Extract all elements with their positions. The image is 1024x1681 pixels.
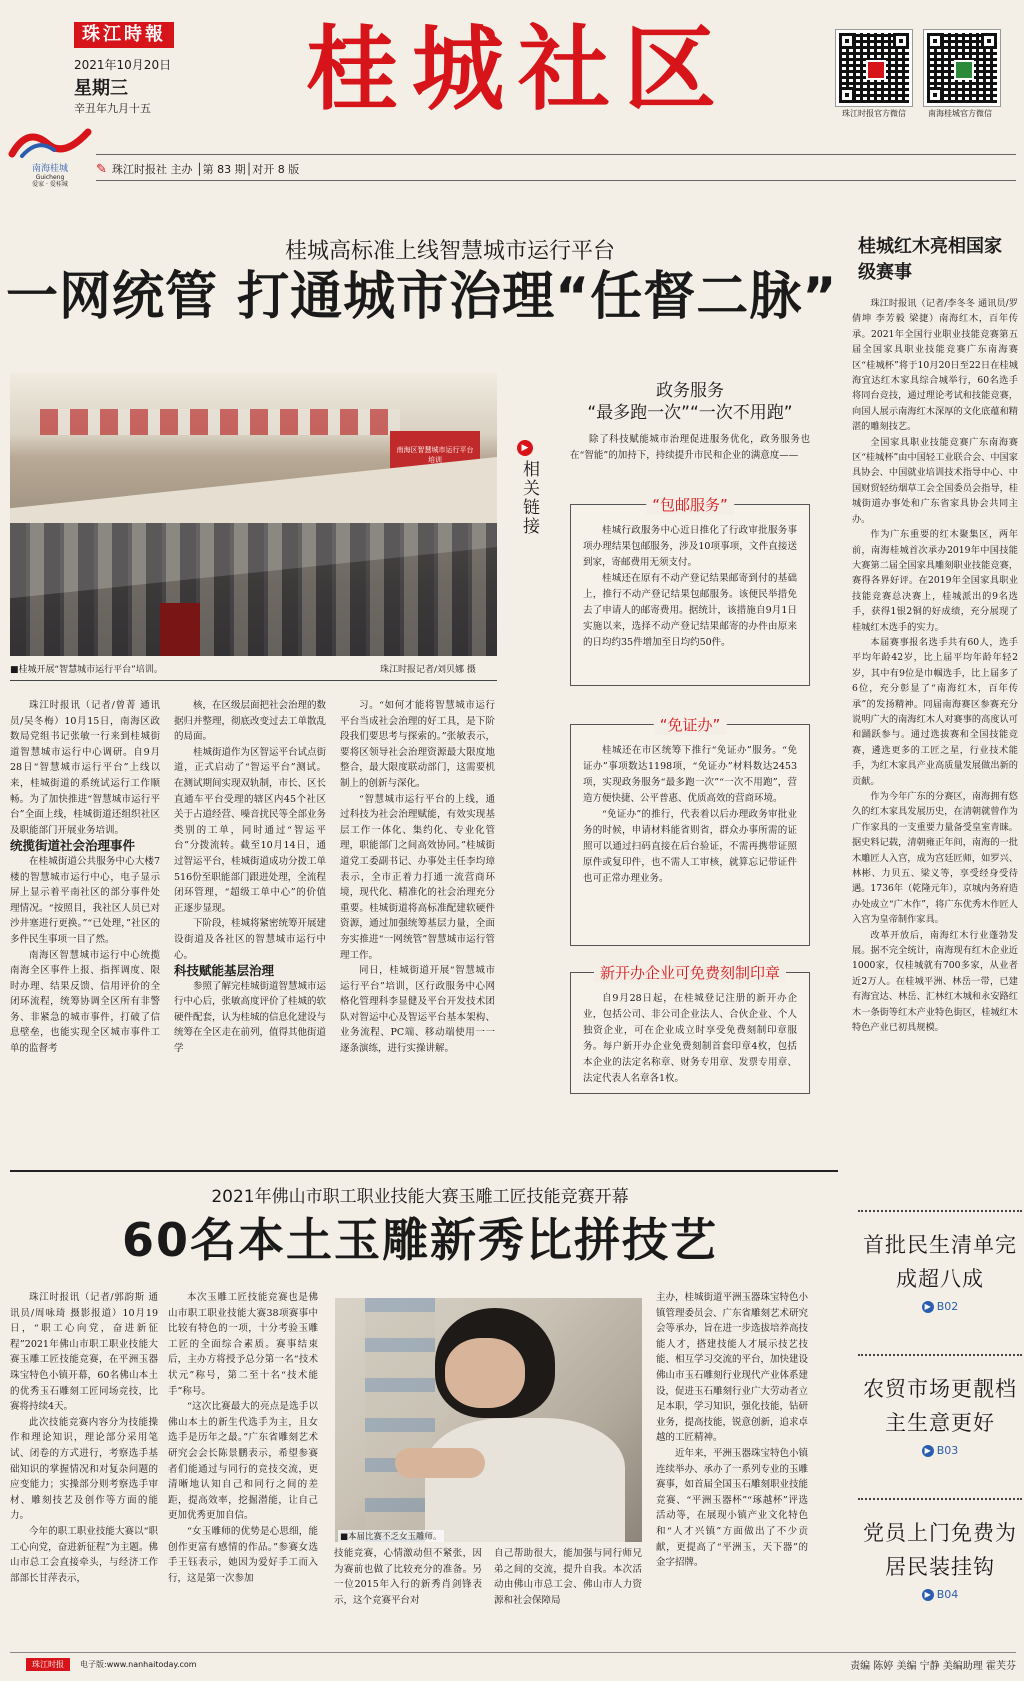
page-link-icon: ▶ xyxy=(922,1589,934,1601)
teaser-title: 党员上门免费为居民装挂钩 xyxy=(863,1521,1017,1579)
box-title: “包邮服务” xyxy=(646,494,734,515)
related-label: 相关链接 xyxy=(519,460,539,536)
second-col-1 xyxy=(10,1290,158,1650)
related-headline: “最多跑一次”“一次不用跑” xyxy=(587,403,793,423)
paragraph: 作为广东重要的红木聚集区，两年前，南海桂城首次承办2019年中国技能大赛第二届全国家具雕刻职业技能竞赛，赛得各界好评。在2019年全国家具职业技能竞赛总决赛上，桂城派出的9名选手，获得1银2铜的好成绩，充分展现了桂城红木选手的实力。 xyxy=(852,529,1018,633)
qr-code-1 xyxy=(836,30,912,106)
box-title: “免证办” xyxy=(654,714,727,735)
paragraph: 南海区智慧城市运行中心统揽南海全区事件上报、指挥调度、限时办理、结果反馈、信用评价的全闭环流程，统筹协调全区所有非警务、非紧急的城市事件，打破了信息壁垒，也能实现全区城市事件工单的监督考 xyxy=(10,949,160,1055)
teaser-b02[interactable] xyxy=(858,1228,1022,1313)
training-photo xyxy=(10,373,497,656)
footer-paper-name: 珠江时报 xyxy=(32,1660,64,1669)
logo-swoosh-icon xyxy=(8,124,92,160)
paragraph: 桂城还在市区统筹下推行“免证办”服务。“免证办”事项数达1198项，“免证办”材料数达2453项，实现政务服务“最多跑一次”“一次不用跑”，营造方便快捷、公平普惠、优质高效的营商环境。 xyxy=(583,745,797,804)
qr-caption-2: 南海桂城官方微信 xyxy=(928,109,992,118)
paragraph: 参照了解完桂城街道智慧城市运行中心后，张敏高度评价了桂城的软硬件配套，认为桂城的信息化建设与统筹在全区走在前列，值得其他街道学 xyxy=(174,980,326,1055)
qr-code-2 xyxy=(924,30,1000,106)
sidebar-headline: 桂城红木亮相国家级赛事 xyxy=(858,236,1002,283)
paragraph: 珠江时报讯（记者/李冬冬 通讯员/罗倩坤 李芳毅 梁捷）南海红木，百年传承。2021年全国行业职业技能竞赛第五届全国家具职业技能竞赛广东南海赛区“桂城杯”将于10月20日至22日在桂城海宜达红木家具综合城举行，60名选手将同台竞技，通过理论考试和技能竞赛，向国人展示南海红木深厚的文化底蕴和精湛的雕刻技艺。 xyxy=(852,298,1018,433)
page-number: B02 xyxy=(936,1300,959,1313)
page-number: B03 xyxy=(936,1444,959,1457)
main-col-1 xyxy=(10,698,160,1093)
paragraph: 桂城还在原有不动产登记结果邮寄到付的基础上，推行不动产登记结果包邮服务。该便民举措免去了申请人的邮寄费用。据统计，该措施自9月1日实施以来，选择不动产登记结果邮寄的办件由原来的日均约35件增加至日均约50件。 xyxy=(583,573,797,648)
teaser-divider xyxy=(858,1210,1022,1212)
paragraph: 桂城街道作为区智运平台试点街道，正式启动了“智运平台”测试。在测试期间实现双轨制，市长、区长直通车平台受理的辖区内45个社区关于占道经营、噪音扰民等全部业务类别的工单，同时通过“智运平台”分拨流转。截至10月14日，通过智运平台，桂城街道成功分拨工单516份至职能部门跟进处理，全流程闭环管理，“超级工单中心”的价值正逐步显现。 xyxy=(174,746,326,914)
paragraph: 自己帮助很大，能加强与同行师兄弟之间的交流，提升自我。本次活动由佛山市总工会、佛山市人力资源和社会保障局 xyxy=(494,1548,642,1606)
main-headline: 一网统管 打通城市治理“任督二脉” xyxy=(6,267,838,327)
paragraph: 珠江时报讯（记者/曾菁 通讯员/吴冬梅）10月15日，南海区政数局党组书记张敏一行来到桂城街道智慧城市运行中心调研。自9月28日“智慧城市运行平台”上线以来，桂城街道的系统试运行工作顺畅。为了加快推进“智慧城市运行平台”全面上线，桂城街道还组织社区及职能部门开展业务培训。 xyxy=(10,700,160,836)
teaser-b04[interactable] xyxy=(858,1516,1022,1601)
issue-weekday: 星期三 xyxy=(74,78,128,99)
paragraph: 全国家具职业技能竞赛广东南海赛区“桂城杯”由中国轻工业联合会、中国家具协会、中国就业培训技术指导中心、中国财贸轻纺烟草工会全国委员会指导，桂城街道办事处和广东省家具协会共同主办。 xyxy=(852,436,1018,525)
sidebar-body xyxy=(852,296,1018,1188)
paper-logo-box xyxy=(74,22,174,48)
second-kicker: 2021年佛山市职工职业技能大赛玉雕工匠技能竞赛开幕 xyxy=(211,1187,629,1207)
page-link-icon: ▶ xyxy=(922,1445,934,1457)
second-col-2 xyxy=(168,1290,318,1650)
banner-text: 珠江时报社 主办 │第 83 期│对开 8 版 xyxy=(112,163,300,176)
second-col-4 xyxy=(494,1546,642,1646)
paragraph: 在桂城街道公共服务中心大楼7楼的智慧城市运行中心，电子显示屏上显示着平南社区的部分事件处理情况。“按照目，我社区人员已对沙井塞进行更换。”“已处理，”社区的多件民生事项一目了然。 xyxy=(10,855,160,945)
issue-date: 2021年10月20日 xyxy=(74,58,172,72)
teaser-divider xyxy=(858,1354,1022,1356)
teaser-page-link[interactable] xyxy=(858,1444,1022,1457)
main-col-2 xyxy=(174,698,326,1093)
paragraph: 下阶段，桂城将紧密统筹开展建设街道及各社区的智慧城市运行中心。 xyxy=(174,918,326,961)
paragraph: “女玉雕师的优势是心思细，能创作更富有感情的作品。”参赛女选手王钰表示，她因为爱好手工而入行，这是第一次参加 xyxy=(168,1525,318,1584)
teaser-title: 农贸市场更靓档主生意更好 xyxy=(863,1377,1017,1435)
footer-url[interactable]: 电子版:www.nanhaitoday.com xyxy=(80,1660,197,1669)
paper-name: 珠江時報 xyxy=(82,24,166,45)
teaser-page-link[interactable] xyxy=(858,1300,1022,1313)
paragraph: 主办，桂城街道平洲玉器珠宝特色小镇管理委员会、广东省雕刻艺术研究会等承办，旨在进一步选拔培养高技能人才，搭建技能人才展示技艺技能、相互学习交流的平台，加快建设佛山市玉石雕刻行业现代产业体系建设，促进玉石雕刻行业广大劳动者立足本职，学习知识，强化技能，钻研业务，提高技能，锐意创新，追求卓越的工匠精神。 xyxy=(656,1292,808,1444)
banner-rule xyxy=(96,180,1016,181)
paragraph: 本届赛事报名选手共有60人，选手平均年龄42岁，比上届平均年龄年轻2岁，其中有9位是巾帼选手，比上届多了6位，充分彰显了“南海红木，百年传承”的发扬精神。同届南海赛区参赛充分说明广大的南海红木人对赛事的高度认可和踊跃参与。通过选拔赛和全国技能竞赛，遴选更多的工匠之星，行业技术能手，为红木家具产业高质量发展做出新的贡献。 xyxy=(852,636,1018,787)
main-kicker: 桂城高标准上线智慧城市运行平台 xyxy=(284,239,615,264)
box-free-seal xyxy=(570,964,810,1094)
related-section: 政务服务 xyxy=(656,381,724,401)
page-link-icon: ▶ xyxy=(922,1301,934,1313)
box-mail-service xyxy=(570,496,810,686)
paragraph: 今年的职工职业技能大赛以“职工心向党，奋进新征程”为主题。佛山市总工会直接牵头，与经济工作部部长甘萍表示， xyxy=(10,1525,158,1584)
banner-bar xyxy=(96,158,1016,178)
page-number: B04 xyxy=(936,1588,959,1601)
play-icon: ▶ xyxy=(517,440,533,456)
second-col-3 xyxy=(334,1546,482,1646)
main-photo-caption: ■桂城开展“智慧城市运行平台”培训。 xyxy=(10,665,163,675)
paragraph: 除了科技赋能城市治理促进服务优化，政务服务也在“智能”的加持下，持续提升市民和企业的满意度—— xyxy=(570,434,810,461)
paragraph: 桂城行政服务中心近日推化了行政审批服务事项办理结果包邮服务，涉及10项事项，文件直接送到家，寄邮费用无须支付。 xyxy=(583,525,797,568)
box-no-certificate xyxy=(570,716,810,946)
masthead-rule xyxy=(96,154,1016,155)
paragraph: 核，在区级层面把社会治理的数据归并整理，彻底改变过去工单散乱的局面。 xyxy=(174,700,326,743)
second-headline: 60名本土玉雕新秀比拼技艺 xyxy=(121,1213,718,1267)
paragraph: 改革开放后，南海红木行业蓬勃发展。据不完全统计，南海现有红木企业近1000家，仅桂城就有700多家，从业者近2万人。在桂城平洲、林岳一带，已建有海宜达、林岳、汇林红木城和永安路红木一条街等红木产业特色街区，桂城红木特色产业已初具规模。 xyxy=(852,929,1018,1034)
nanhai-guicheng-logo xyxy=(8,124,92,188)
footer-rule xyxy=(10,1652,1016,1653)
paragraph: “智慧城市运行平台的上线，通过科技为社会治理赋能，有效实现基层工作一体化、集约化、专业化管理，职能部门之间高效协同。”桂城街道党工委副书记、办事处主任李均璋表示，全市正着力打通一流营商环境，现代化、精准化的社会治理充分重要。桂城街道将高标准配建软硬件资源，通过加强统筹基层力量，全面夯实推进“一网统管”智慧城市运行管理工作。 xyxy=(340,793,495,961)
logo-name: 南海桂城 xyxy=(31,164,68,174)
main-photo-credit: 珠江时报记者/刘贝娜 摄 xyxy=(380,665,476,675)
screen-text: 南海区智慧城市运行平台培训 xyxy=(396,446,474,464)
lunar-date: 辛丑年九月十五 xyxy=(74,102,151,115)
photo-rule xyxy=(10,680,497,681)
paragraph: 珠江时报讯（记者/郭韵斯 通讯员/周咏琦 摄影报道）10月19日，“职工心向党，奋进新征程”2021年佛山市职工职业技能大赛玉雕工匠技能竞赛，在平洲玉器珠宝特色小镇开幕，60名佛山本土的优秀玉石雕刻工匠同场竞技，比赛将持续4天。 xyxy=(10,1292,158,1413)
paragraph: 技能竞赛，心情激动但不紧张，因为赛前也做了比较充分的准备。另一位2015年入行的新秀肖剑锋表示，这个竞赛平台对 xyxy=(334,1548,482,1606)
footer-logo xyxy=(26,1658,70,1671)
teaser-page-link[interactable] xyxy=(858,1588,1022,1601)
masthead-title: 桂城社区 xyxy=(305,15,730,123)
section-divider xyxy=(10,1170,838,1172)
qr-caption-1: 珠江时报官方微信 xyxy=(842,109,906,118)
paragraph: 本次玉雕工匠技能竞赛也是佛山市职工职业技能大赛38项赛事中比较有特色的一项，十分考验玉雕工匠的全面综合素质。赛事结束后，主办方将授予总分第一名“技术状元”称号，第二至十名“技术能手”称号。 xyxy=(168,1292,318,1397)
paragraph: 自9月28日起，在桂城登记注册的新开办企业，包括公司、非公司企业法人、合伙企业、个人独资企业，可在企业成立时享受免费刻制印章服务。每户新开办企业免费刻制首套印章4枚，包括本企业的法定名称章、财务专用章、发票专用章、法定代表人名章各1枚。 xyxy=(583,993,797,1084)
second-photo-caption: ■本届比赛不乏女玉雕师。 xyxy=(340,1532,442,1542)
paragraph: 习。“如何才能将智慧城市运行平台当成社会治理的好工具，是下阶段我们要思考与探索的。”张敏表示，要将区领导社会治理资源最大限度地整合，最大限度联动部门，这需要机制上的创新与深化。 xyxy=(340,700,495,789)
paragraph: 作为今年广东的分赛区，南海拥有悠久的红木家具发展历史，在清朝就曾作为广作家具的一支重要力量备受皇室青睐。据史料记载，清朝雍正年间，南海的一批木雕匠人入宫，成为宫廷匠师，如罗兴、林彬、力贝五、梁义等，享受经身受待遇。1736年（乾隆元年），京城内务府造办处成立“广木作”，将广东优秀木作匠人入宫为皇帝制作家具。 xyxy=(852,791,1018,926)
paragraph: “这次比赛最大的亮点是选手以佛山本土的新生代选手为主，且女选手是历年之最。”广东省雕刻艺术研究会会长陈景鹏表示，希望参赛者们能通过与同行的竞技交流，更清晰地认知自己和同行之间的差距，提高效率，挖掘潜能，让自己更加优秀更加自信。 xyxy=(168,1401,318,1522)
paragraph: 近年来，平洲玉器珠宝特色小镇连续举办、承办了一系列专业的玉雕赛事，如首届全国玉石雕刻职业技能竞赛、“平洲玉器杯”“琢越杯”评选活动等，在展现小镇产业文化特色和“人才兴镇”方面做出了不少贡献，更提高了“平洲玉，天下器”的金字招牌。 xyxy=(656,1447,808,1569)
main-col-3 xyxy=(340,698,495,1093)
subhead: 统揽街道社会治理事件 xyxy=(10,838,136,854)
logo-sub: Guicheng xyxy=(35,174,65,181)
paragraph: 同日，桂城街道开展“智慧城市运行平台”培训，区行政服务中心网格化管理科李显健及平台开发技术团队对智运中心及智运平台基本架构、业务流程、PC端、移动端使用一一逐条演练，进行实操讲解。 xyxy=(340,965,495,1055)
teaser-divider xyxy=(858,1498,1022,1500)
related-marker xyxy=(517,440,537,536)
paragraph: “免证办”的推行，代表着以后办理政务审批业务的时候，申请材料能省则省，群众办事所需的证照可以通过扫码直接在后台验证，不需再携带证照原件或复印件，也不需人工审核，就算忘记带证件也可正常办理业务。 xyxy=(583,809,797,884)
teaser-title: 首批民生清单完成超八成 xyxy=(863,1233,1017,1291)
box-title: 新开办企业可免费刻制印章 xyxy=(594,962,786,983)
teaser-b03[interactable] xyxy=(858,1372,1022,1457)
logo-slogan: 爱家 · 爱桂城 xyxy=(32,181,68,188)
second-col-5 xyxy=(656,1290,808,1650)
related-intro xyxy=(570,432,810,463)
paragraph: 此次技能竞赛内容分为技能操作和理论知识，理论部分采用笔试、闭卷的方式进行，考察选手基础知识的掌握情况和对复杂问题的应变能力；实操部分则考察选手审材、雕刻技艺及创作等方面的能力。 xyxy=(10,1416,158,1522)
jade-carver-photo xyxy=(335,1298,642,1542)
subhead: 科技赋能基层治理 xyxy=(174,963,275,979)
footer-credits: 责编 陈婷 美编 宁静 美编助理 霍芙芬 xyxy=(850,1661,1016,1672)
pen-icon: ✎ xyxy=(96,162,107,177)
